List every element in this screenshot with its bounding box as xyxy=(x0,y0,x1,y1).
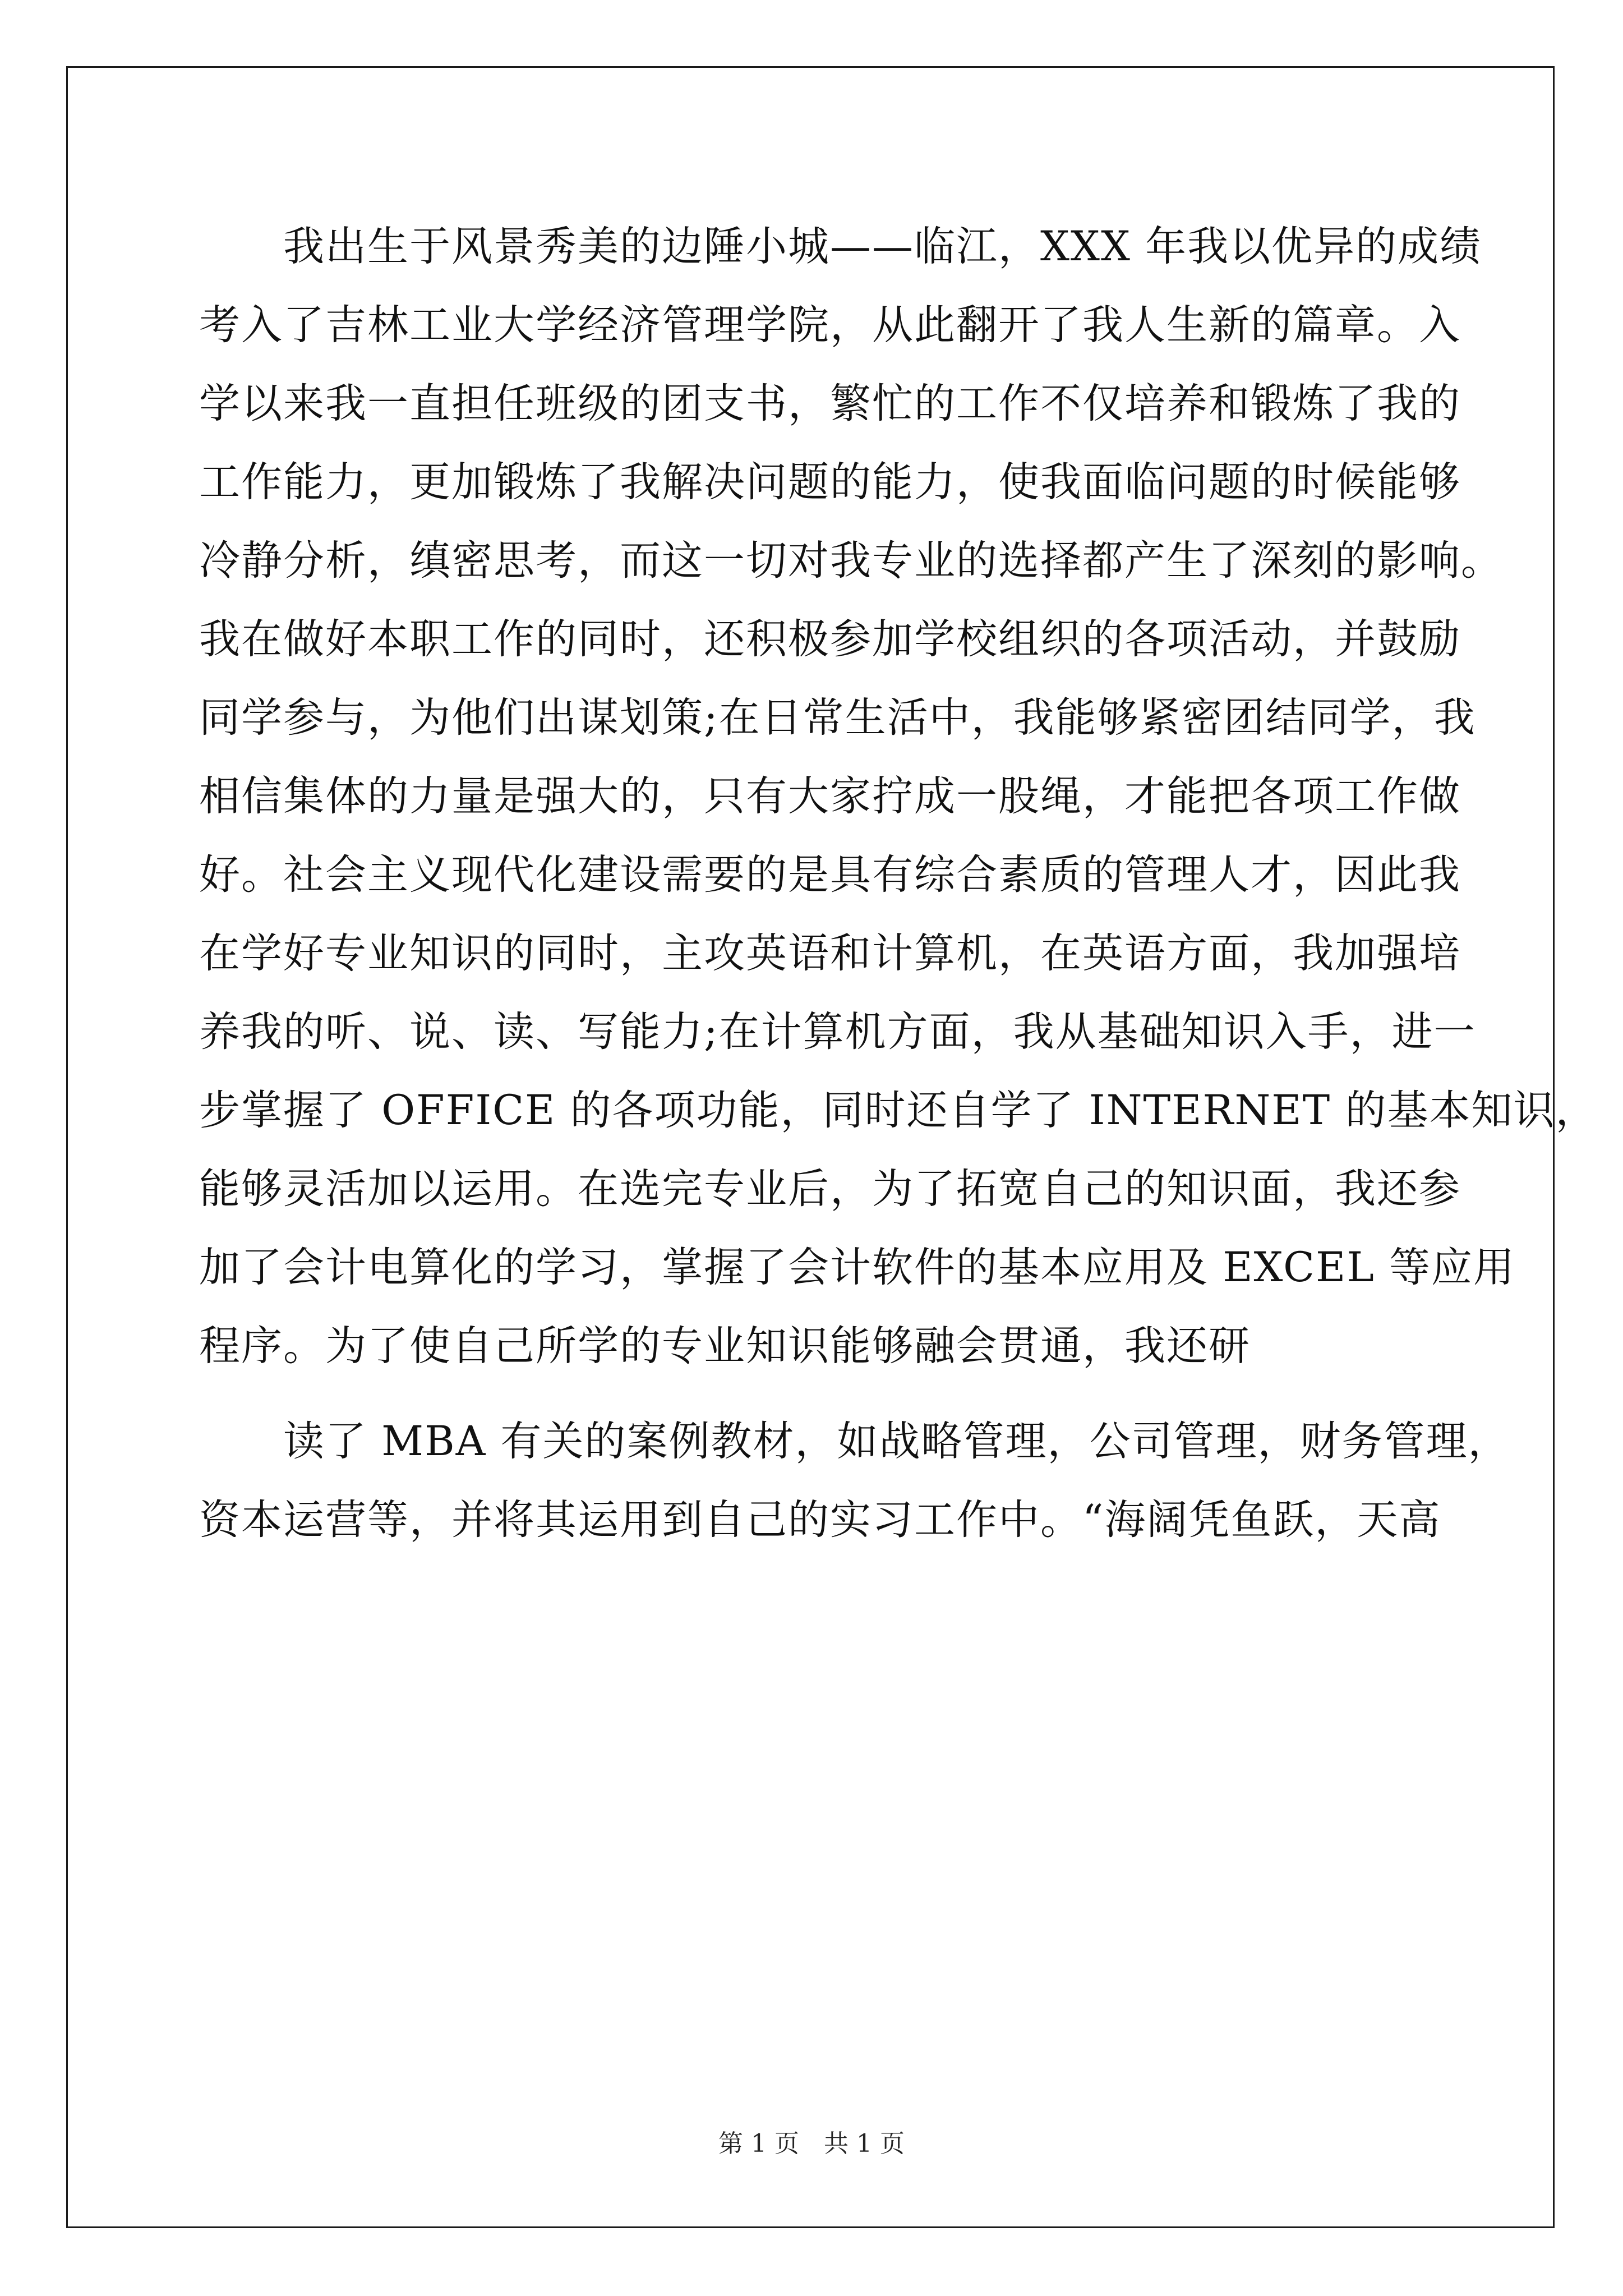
text-line: 同学参与，为他们出谋划策;在日常生活中，我能够紧密团结同学，我 xyxy=(199,694,1476,742)
text-line: 加了会计电算化的学习，掌握了会计软件的基本应用及 EXCEL 等应用 xyxy=(199,1244,1516,1291)
text-line: 资本运营等，并将其运用到自己的实习工作中。“海阔凭鱼跃，天高 xyxy=(199,1496,1441,1544)
text-line: 相信集体的力量是强大的，只有大家拧成一股绳，才能把各项工作做 xyxy=(199,772,1461,820)
text-line: 学以来我一直担任班级的团支书，繁忙的工作不仅培养和锻炼了我的 xyxy=(199,380,1461,427)
paragraph-1 xyxy=(199,208,1598,1386)
page-number-label: 第 1 页 共 1 页 xyxy=(718,2129,905,2158)
text-line: 我在做好本职工作的同时，还积极参加学校组织的各项活动，并鼓励 xyxy=(199,615,1461,663)
document-body xyxy=(199,208,1598,1559)
paragraph-spacer xyxy=(199,1386,1427,1402)
text-line: 在学好专业知识的同时，主攻英语和计算机，在英语方面，我加强培 xyxy=(199,930,1461,977)
text-line: 读了 MBA 有关的案例教材，如战略管理，公司管理，财务管理， xyxy=(199,1418,1510,1465)
text-line: 我出生于风景秀美的边陲小城——临江，XXX 年我以优异的成绩 xyxy=(199,223,1482,270)
text-line: 养我的听、说、读、写能力;在计算机方面，我从基础知识入手，进一 xyxy=(199,1008,1476,1056)
text-line: 好。社会主义现代化建设需要的是具有综合素质的管理人才，因此我 xyxy=(199,851,1461,899)
paragraph-2 xyxy=(199,1402,1510,1559)
text-line: 能够灵活加以运用。在选完专业后，为了拓宽自己的知识面，我还参 xyxy=(199,1165,1461,1213)
page-footer xyxy=(0,2123,1623,2159)
text-line: 步掌握了 OFFICE 的各项功能，同时还自学了 INTERNET 的基本知识， xyxy=(199,1087,1598,1134)
text-line: 考入了吉林工业大学经济管理学院，从此翻开了我人生新的篇章。入 xyxy=(199,301,1461,349)
text-line: 冷静分析，缜密思考，而这一切对我专业的选择都产生了深刻的影响。 xyxy=(199,537,1503,585)
text-line: 工作能力，更加锻炼了我解决问题的能力，使我面临问题的时候能够 xyxy=(199,458,1461,506)
text-line: 程序。为了使自己所学的专业知识能够融会贯通，我还研 xyxy=(199,1322,1251,1370)
